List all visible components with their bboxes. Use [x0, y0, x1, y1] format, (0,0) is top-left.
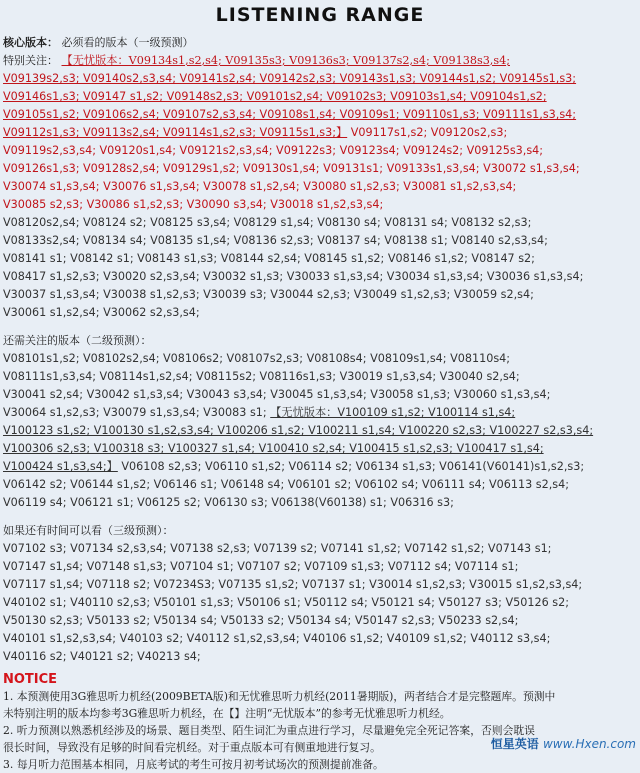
special-version-underlined: V09112s1,s3; V09113s2,s4; V09114s1,s2,s3; V09115s1,s3;】: [3, 126, 348, 139]
version-line: V08417 s1,s2,s3; V30020 s2,s3,s4; V30032 s1,s3; V30033 s1,s3,s4; V30034 s1,s3,s4; V30036 s1,s3,s4;: [3, 270, 584, 283]
version-line: V08101s1,s2; V08102s2,s4; V08106s2; V08107s2,s3; V08108s4; V08109s1,s4; V08110s4;: [3, 352, 511, 365]
version-line: V08111s1,s3,s4; V08114s1,s2,s4; V08115s2; V08116s1,s3; V30019 s1,s3,s4; V30040 s2,s4;: [3, 370, 520, 383]
version-line: V30037 s1,s3,s4; V30038 s1,s2,s3; V30039 s3; V30044 s2,s3; V30049 s1,s2,s3; V30059 s2,s4;: [3, 288, 534, 301]
version-line: V07117 s1,s4; V07118 s2; V07234S3; V07135 s1,s2; V07137 s1; V30014 s1,s2,s3; V30015 s1,s2,s3,s4;: [3, 578, 583, 591]
version-line-plain: V30064 s1,s2,s3; V30079 s1,s3,s4; V30083 s1;: [3, 406, 267, 419]
page-title: LISTENING RANGE: [215, 4, 425, 26]
special-version-line: V09146s1,s3; V09147 s1,s2; V09148s2,s3; V09101s2,s4; V09102s3; V09103s1,s4; V09104s1,s2;: [3, 90, 547, 103]
notice-line: 未特别注明的版本均参考3G雅思听力机经，在【】注明“无忧版本”的参考无忧雅思听力机经。: [3, 707, 451, 720]
special-attention-label: 特别关注：: [3, 54, 58, 67]
level2-header: 还需关注的版本（二级预测）：: [3, 334, 152, 347]
version-line-mixed: [3, 404, 637, 422]
version-line: V08133s2,s4; V08134 s4; V08135 s1,s4; V08136 s2,s3; V08137 s4; V08138 s1; V08140 s2,s3,s4;: [3, 234, 548, 247]
version-line: V40116 s2; V40121 s2; V40213 s4;: [3, 650, 201, 663]
red-version-line: V30074 s1,s3,s4; V30076 s1,s3,s4; V30078 s1,s2,s4; V30080 s1,s2,s3; V30081 s1,s2,s3,s4;: [3, 180, 517, 193]
wuyou-version-underlined: 【无忧版本：V100109 s1,s2; V100114 s1,s4;: [270, 406, 516, 419]
notice-line: 1. 本预测使用3G雅思听力机经(2009BETA版)和无忧雅思听力机经(2011暑期版)，两者结合才是完整题库。预测中: [3, 690, 556, 703]
version-line: V30061 s1,s2,s4; V30062 s2,s3,s4;: [3, 306, 200, 319]
special-version-line: 【无忧版本：V09134s1,s2,s4; V09135s3; V09136s3; V09137s2,s4; V09138s3,s4;: [61, 54, 510, 67]
version-line: V40101 s1,s2,s3,s4; V40103 s2; V40112 s1,s2,s3,s4; V40106 s1,s2; V40109 s1,s2; V40112 s3,s4;: [3, 632, 551, 645]
special-version-rest: V09117s1,s2; V09120s2,s3;: [350, 126, 508, 139]
site-logo: [491, 735, 636, 752]
version-line: V50130 s2,s3; V50133 s2; V50134 s4; V50133 s2; V50134 s4; V50147 s2,s3; V50233 s2,s4;: [3, 614, 519, 627]
notice-line: 很长时间，导致没有足够的时间看完机经。对于重点版本可有侧重地进行复习。: [3, 741, 381, 754]
version-line: V07147 s1,s4; V07148 s1,s3; V07104 s1; V07107 s2; V07109 s1,s3; V07112 s4; V07114 s1;: [3, 560, 519, 573]
document-body: [0, 34, 640, 773]
version-line: V06119 s4; V06121 s1; V06125 s2; V06130 s3; V06138(V60138) s1; V06316 s3;: [3, 496, 454, 509]
notice-line: 3. 每月听力范围基本相同，月底考试的考生可按月初考试场次的预测提前准备。: [3, 758, 384, 771]
wuyou-version-line: V100306 s2,s3; V100318 s3; V100327 s1,s4; V100410 s2,s4; V100415 s1,s2,s3; V100417 s1,s4;: [3, 442, 544, 455]
version-line: V40102 s1; V40110 s2,s3; V50101 s1,s3; V50106 s1; V50112 s4; V50121 s4; V50127 s3; V50126 s2;: [3, 596, 570, 609]
version-line: V08141 s1; V08142 s1; V08143 s1,s3; V08144 s2,s4; V08145 s1,s2; V08146 s1,s2; V08147 s2;: [3, 252, 535, 265]
wuyou-version-line: V100123 s1,s2; V100130 s1,s2,s3,s4; V100206 s1,s2; V100211 s1,s4; V100220 s2,s3; V100227 s2,s3,s4;: [3, 424, 594, 437]
level1-header: [3, 34, 637, 52]
red-version-line: V09119s2,s3,s4; V09120s1,s4; V09121s2,s3,s4; V09122s3; V09123s4; V09124s2; V09125s3,s4;: [3, 144, 544, 157]
logo-url: www.Hxen.com: [542, 737, 636, 751]
red-version-line: V09126s1,s3; V09128s2,s4; V09129s1,s2; V09130s1,s4; V09131s1; V09133s1,s3,s4; V30072 s1,s3,s4;: [3, 162, 580, 175]
level3-header: 如果还有时间可以看（三级预测）：: [3, 524, 174, 537]
version-line-mixed: [3, 458, 637, 476]
special-version-line: V09105s1,s2; V09106s2,s4; V09107s2,s3,s4; V09108s1,s4; V09109s1; V09110s1,s3; V09111s1,s3,s4;: [3, 108, 577, 121]
special-attention-line: [3, 52, 637, 70]
red-version-line: V30085 s2,s3; V30086 s1,s2,s3; V30090 s3,s4; V30018 s1,s2,s3,s4;: [3, 198, 384, 211]
notice-line: 2. 听力预测以熟悉机经涉及的场景、题目类型、陌生词汇为重点进行学习，尽量避免完全死记答案，否则会耽误: [3, 724, 535, 737]
version-line: V08120s2,s4; V08124 s2; V08125 s3,s4; V08129 s1,s4; V08130 s4; V08131 s4; V08132 s2,s3;: [3, 216, 532, 229]
level1-header-text: 必须看的版本（一级预测）: [61, 36, 194, 49]
version-line: V06142 s2; V06144 s1,s2; V06146 s1; V06148 s4; V06101 s2; V06102 s4; V06111 s4; V06113 s2,s4;: [3, 478, 570, 491]
version-line: V30041 s2,s4; V30042 s1,s3,s4; V30043 s3,s4; V30045 s1,s3,s4; V30058 s1,s3; V30060 s1,s3,s4;: [3, 388, 551, 401]
notice-title: NOTICE: [3, 672, 58, 687]
special-version-line-mixed: [3, 124, 637, 142]
level1-header-label: 核心版本：: [3, 36, 58, 49]
wuyou-version-underlined: V100424 s1,s3,s4;】: [3, 460, 118, 473]
special-version-line: V09139s2,s3; V09140s2,s3,s4; V09141s2,s4; V09142s2,s3; V09143s1,s3; V09144s1,s2; V09145s1,s3;: [3, 72, 577, 85]
version-line-rest: V06108 s2,s3; V06110 s1,s2; V06114 s2; V06134 s1,s3; V06141(V60141)s1,s2,s3;: [121, 460, 585, 473]
version-line: V07102 s3; V07134 s2,s3,s4; V07138 s2,s3; V07139 s2; V07141 s1,s2; V07142 s1,s2; V07143 s1;: [3, 542, 552, 555]
logo-brand: 恒星英语: [490, 737, 539, 751]
